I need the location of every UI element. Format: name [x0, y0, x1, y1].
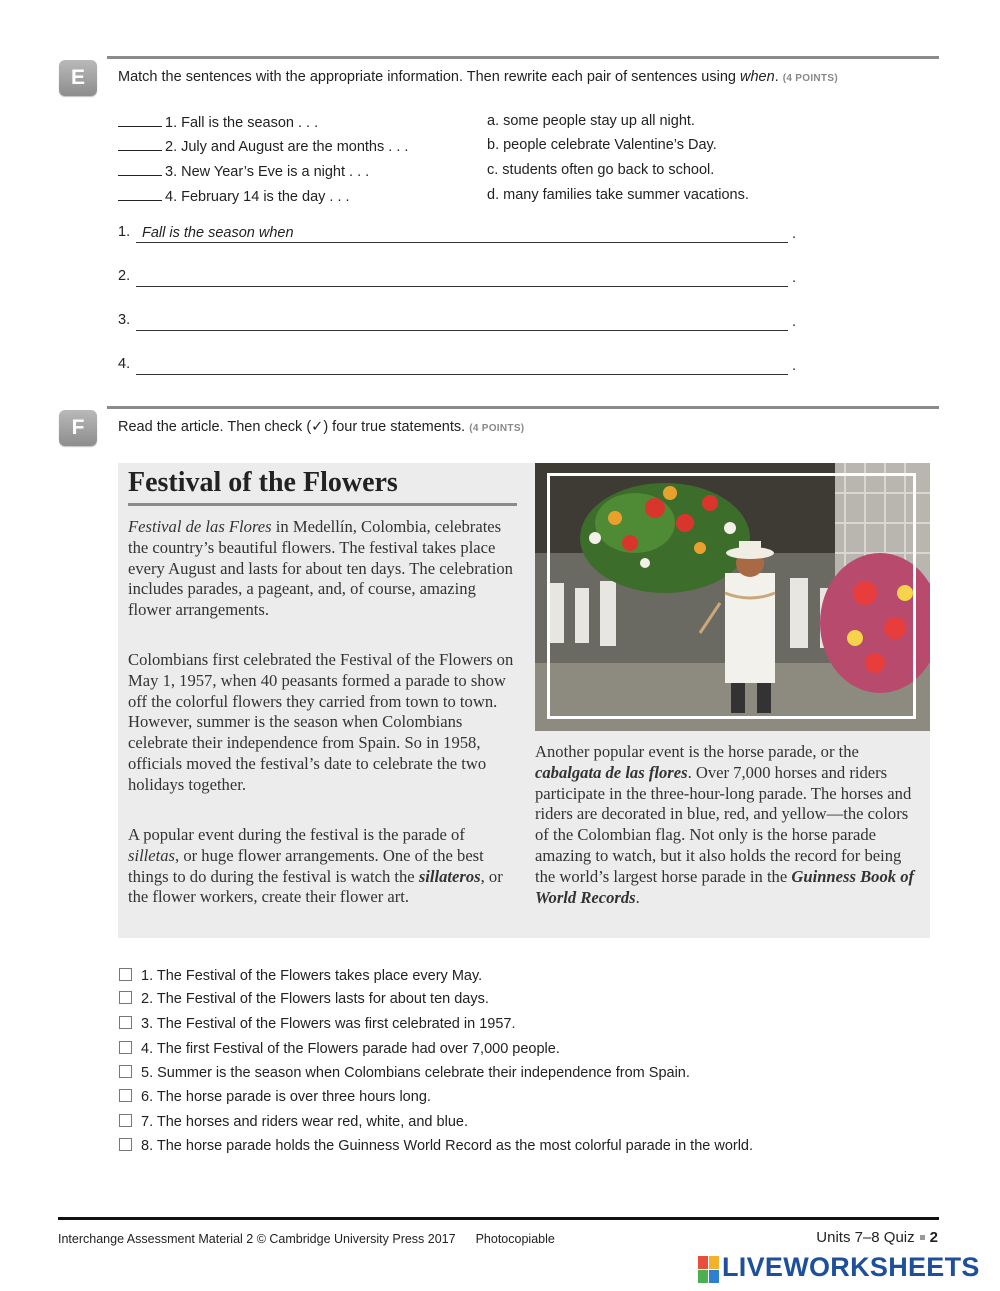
liveworksheets-watermark[interactable]: LIVEWORKSHEETS: [722, 1252, 980, 1282]
checkbox-5[interactable]: [119, 1065, 132, 1078]
match-option-b: b. people celebrate Valentine’s Day.: [487, 137, 717, 153]
write-line-3[interactable]: [136, 312, 788, 331]
separator-square-icon: [920, 1235, 925, 1240]
match-option-a: a. some people stay up all night.: [487, 113, 695, 129]
footer-copyright: Interchange Assessment Material 2 © Cambridge University Press 2017 Photocopiable: [58, 1232, 555, 1246]
checkbox-4[interactable]: [119, 1041, 132, 1054]
write-period-1: .: [792, 226, 797, 242]
write-hint: Fall is the season when: [142, 225, 294, 241]
statement-7: 7. The horses and riders wear red, white, and blue.: [119, 1114, 468, 1130]
answer-blank-4[interactable]: [118, 187, 162, 201]
statement-8: 8. The horse parade holds the Guinness World Record as the most colorful parade in the world.: [119, 1138, 753, 1154]
footer-photocopiable: Photocopiable: [475, 1232, 555, 1246]
write-line-4[interactable]: [136, 356, 788, 375]
checkbox-3[interactable]: [119, 1016, 132, 1029]
match-item-4: 4. February 14 is the day . . .: [118, 187, 350, 205]
write-number-1: 1.: [118, 224, 131, 240]
footer-rule: [58, 1217, 939, 1220]
section-e-instruction: Match the sentences with the appropriate information. Then rewrite each pair of sentences using when. (4 POINTS): [118, 69, 838, 85]
checkbox-1[interactable]: [119, 968, 132, 981]
checkbox-6[interactable]: [119, 1089, 132, 1102]
article-title: Festival of the Flowers: [128, 467, 517, 506]
match-option-c: c. students often go back to school.: [487, 162, 715, 178]
write-line-1[interactable]: [136, 224, 788, 243]
section-f-rule: [107, 406, 939, 409]
write-number-2: 2.: [118, 268, 131, 284]
checkbox-8[interactable]: [119, 1138, 132, 1151]
festival-photo: [535, 463, 930, 731]
answer-blank-1[interactable]: [118, 113, 162, 127]
match-option-d: d. many families take summer vacations.: [487, 187, 749, 203]
points-label: (4 POINTS): [782, 73, 838, 84]
write-period-3: .: [792, 314, 797, 330]
section-f-instruction: Read the article. Then check (✓) four true statements. (4 POINTS): [118, 419, 525, 435]
article-paragraph-1: Festival de las Flores in Medellín, Colombia, celebrates the country’s beautiful flowers. The festival takes place every August and lasts for about ten days. The celebration includes parades, a pageant, and, of course, amazing flower arrangements.: [128, 517, 513, 620]
write-period-2: .: [792, 270, 797, 286]
statement-1: 1. The Festival of the Flowers takes place every May.: [119, 968, 482, 984]
statement-3: 3. The Festival of the Flowers was first celebrated in 1957.: [119, 1016, 516, 1032]
answer-blank-3[interactable]: [118, 162, 162, 176]
match-item-3: 3. New Year’s Eve is a night . . .: [118, 162, 369, 180]
article-paragraph-2: Colombians first celebrated the Festival of the Flowers on May 1, 1957, when 40 peasants formed a parade to show off the colorful flowers they carried from town to town. However, summer is the season when Colombians celebrate their independence from Spain. So in 1958, officials moved the festival’s date to celebrate the two holidays together.: [128, 650, 514, 794]
section-e-rule: [107, 56, 939, 59]
match-item-1: 1. Fall is the season . . .: [118, 113, 318, 131]
liveworksheets-logo-icon: [698, 1256, 720, 1284]
statement-2: 2. The Festival of the Flowers lasts for about ten days.: [119, 991, 489, 1007]
answer-blank-2[interactable]: [118, 137, 162, 151]
section-e-badge: E: [59, 60, 97, 96]
write-period-4: .: [792, 358, 797, 374]
write-line-2[interactable]: [136, 268, 788, 287]
points-label: (4 POINTS): [469, 423, 525, 434]
article-paragraph-3: A popular event during the festival is the parade of silletas, or huge flower arrangements. One of the best things to do during the festival is watch the sillateros, or the flower workers, create their flower art.: [128, 825, 503, 907]
statement-5: 5. Summer is the season when Colombians celebrate their independence from Spain.: [119, 1065, 690, 1081]
statement-6: 6. The horse parade is over three hours long.: [119, 1089, 431, 1105]
statement-4: 4. The first Festival of the Flowers parade had over 7,000 people.: [119, 1041, 560, 1057]
write-number-4: 4.: [118, 356, 131, 372]
checkbox-2[interactable]: [119, 991, 132, 1004]
write-number-3: 3.: [118, 312, 131, 328]
match-item-2: 2. July and August are the months . . .: [118, 137, 408, 155]
checkbox-7[interactable]: [119, 1114, 132, 1127]
photo-frame: [547, 473, 916, 719]
section-f-badge: F: [59, 410, 97, 446]
article-paragraph-4: Another popular event is the horse parade, or the cabalgata de las flores. Over 7,000 horses and riders participate in the three-hour-long parade. The horses and riders are decorated in blue, red, and yellow—the colors of the Colombian flag. Not only is the horse parade amazing to watch, but it also holds the record for being the world’s largest horse parade in the Guinness Book of World Records.: [535, 742, 915, 907]
footer-page-info: Units 7–8 Quiz 2: [816, 1229, 938, 1246]
page-number: 2: [929, 1229, 938, 1246]
